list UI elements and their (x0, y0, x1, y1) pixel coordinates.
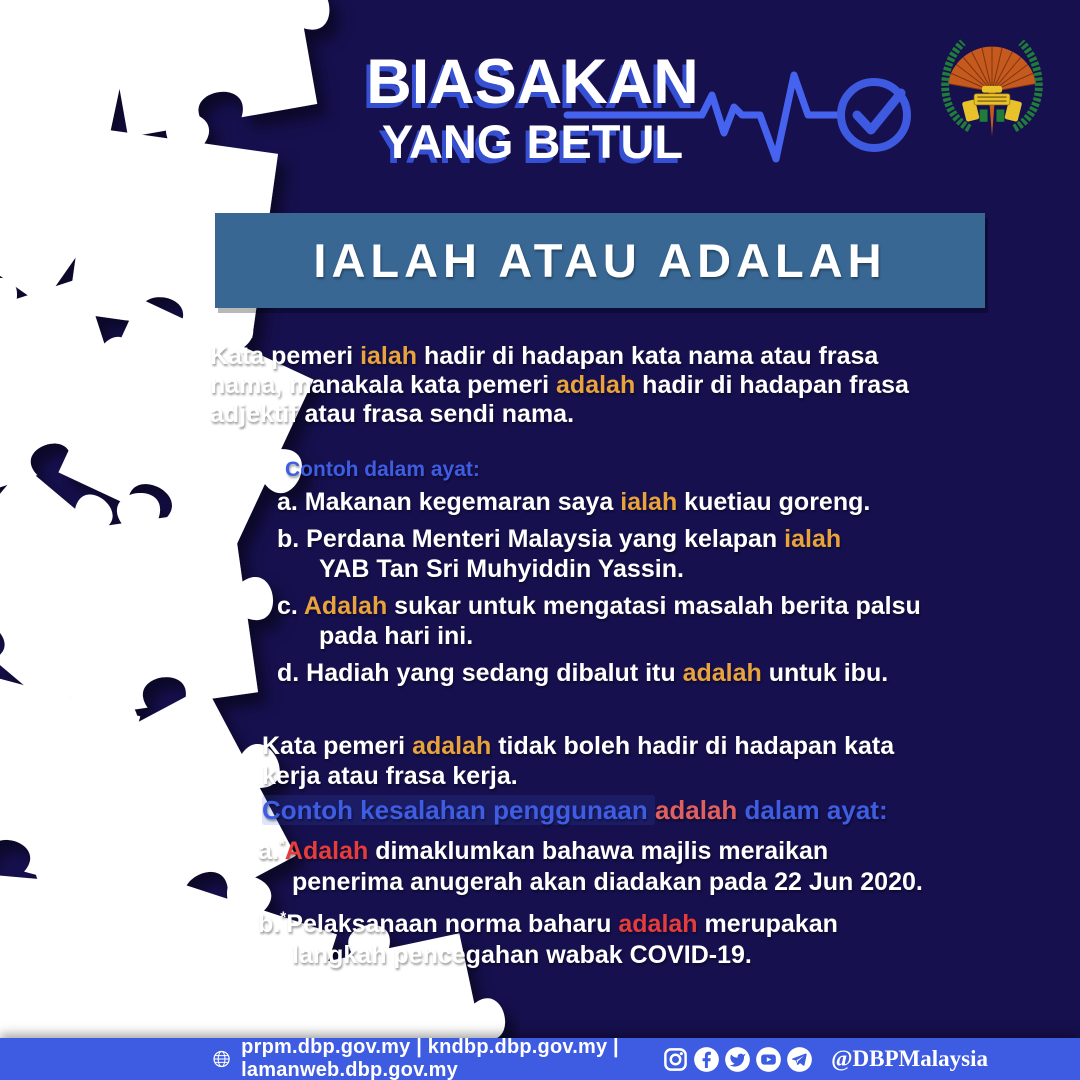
youtube-icon[interactable] (755, 1046, 782, 1073)
footer-websites[interactable]: prpm.dbp.gov.my | kndbp.dbp.gov.my | lamanweb.dbp.gov.my (241, 1036, 619, 1080)
examples-heading: Contoh dalam ayat: (285, 458, 480, 481)
example-item-b (277, 524, 1007, 584)
title-line-2: YANG BETUL (381, 115, 684, 169)
heartbeat-check-graphic (552, 53, 924, 183)
example-item-a (277, 487, 1007, 517)
dbp-logo (936, 22, 1048, 142)
instagram-icon[interactable] (662, 1046, 689, 1073)
example-line: YAB Tan Sri Muhyiddin Yassin. (319, 555, 684, 583)
title-line-1: BIASAKAN (366, 47, 699, 117)
error-line: a.*Adalah dimaklumkan bahawa majlis meraikan (258, 836, 829, 865)
error-line: penerima anugerah akan diadakan pada 22 Jun 2020. (292, 868, 923, 896)
example-line: b. Perdana Menteri Malaysia yang kelapan ialah (277, 525, 842, 553)
circled-check-icon (857, 93, 901, 130)
rule2-line: kerja atau frasa kerja. (262, 762, 518, 790)
error-item-a (258, 836, 998, 898)
example-item-c (277, 591, 1007, 651)
examples-list (277, 487, 1007, 695)
topic-banner-text: IALAH ATAU ADALAH (313, 234, 887, 287)
intro-line: adjektif atau frasa sendi nama. (210, 400, 575, 428)
rule2-paragraph (262, 731, 1022, 791)
intro-line: Kata pemeri ialah hadir di hadapan kata nama atau frasa (210, 342, 879, 370)
twitter-icon[interactable] (724, 1046, 751, 1073)
topic-banner (215, 213, 985, 308)
error-line: langkah pencegahan wabak COVID-19. (292, 941, 752, 969)
example-item-d (277, 658, 1007, 688)
example-line: d. Hadiah yang sedang dibalut itu adalah untuk ibu. (277, 659, 889, 687)
heartbeat-line-icon (567, 75, 839, 159)
example-line: a. Makanan kegemaran saya ialah kuetiau goreng. (277, 488, 871, 516)
social-handle[interactable]: @DBPMalaysia (831, 1046, 988, 1071)
social-icons (662, 1046, 813, 1073)
example-line: pada hari ini. (319, 622, 474, 650)
intro-line: nama, manakala kata pemeri adalah hadir di hadapan frasa (210, 371, 909, 399)
example-line: c. Adalah sukar untuk mengatasi masalah berita palsu (277, 592, 921, 620)
telegram-icon[interactable] (786, 1046, 813, 1073)
rule2-line: Kata pemeri adalah tidak boleh hadir di hadapan kata (262, 732, 895, 760)
facebook-icon[interactable] (693, 1046, 720, 1073)
footer-bar (0, 1038, 1080, 1080)
error-line: b.*Pelaksanaan norma baharu adalah merupakan (258, 909, 838, 938)
errors-list (258, 836, 998, 982)
globe-icon (212, 1045, 231, 1073)
errors-heading: Contoh kesalahan penggunaan adalah dalam ayat: (262, 795, 888, 825)
intro-paragraph (210, 342, 1010, 429)
error-item-b (258, 909, 998, 971)
